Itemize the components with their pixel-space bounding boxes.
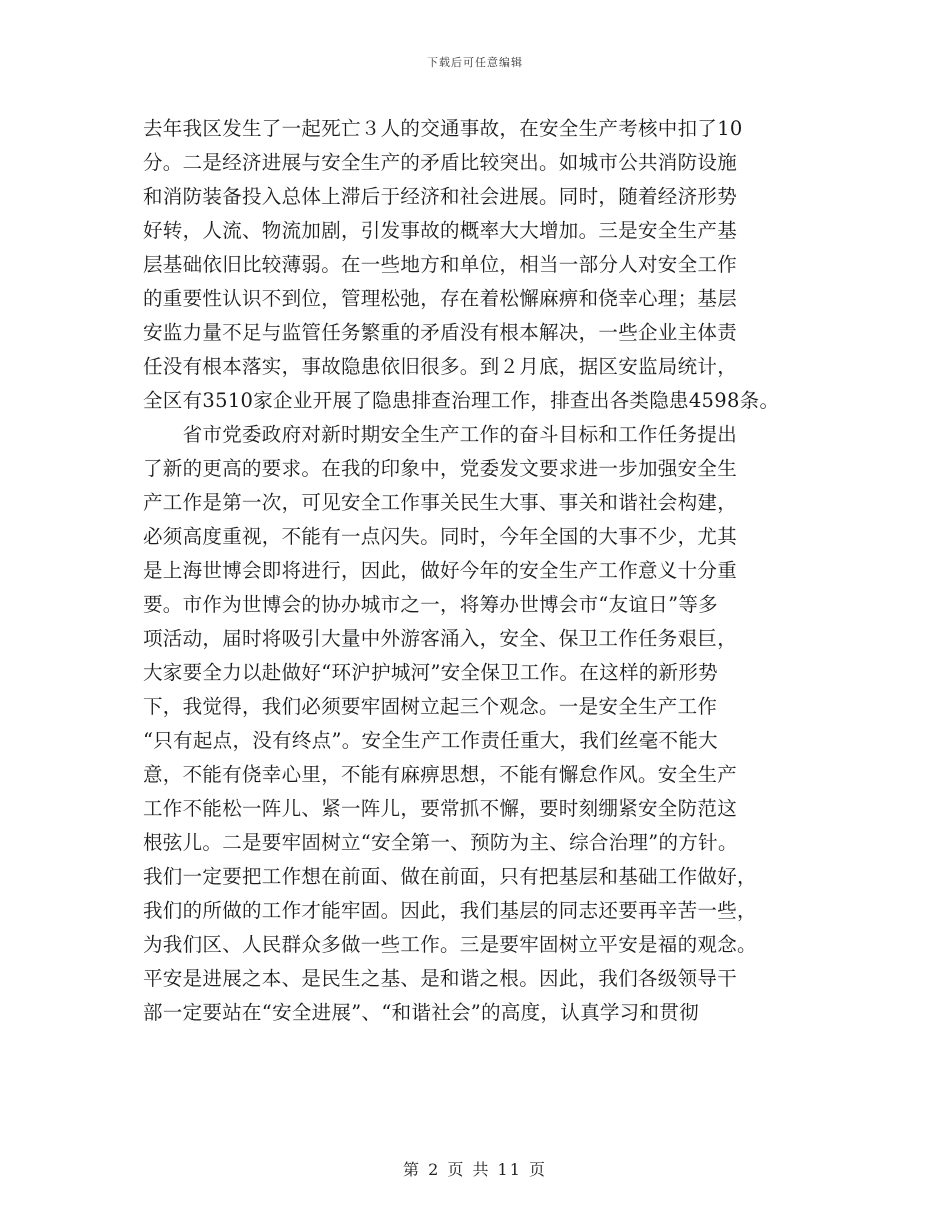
body-line: 我们一定要把工作想在前面、做在前面，只有把基层和基础工作做好， (143, 865, 757, 888)
page-header: 下载后可任意编辑 (427, 56, 523, 69)
body-line: 项活动，届时将吸引大量中外游客涌入，安全、保卫工作任务艰巨， (143, 627, 738, 650)
body-line: 根弦儿。二是要牢固树立“安全第一、预防为主、综合治理”的方针。 (143, 831, 738, 854)
body-line: 平安是进展之本、是民生之基、是和谐之根。因此，我们各级领导干 (143, 967, 738, 990)
body-line: 必须高度重视，不能有一点闪失。同时，今年全国的大事不少，尤其 (143, 525, 738, 548)
body-line: 部一定要站在“安全进展”、“和谐社会”的高度，认真学习和贯彻 (143, 1001, 699, 1024)
body-line: 大家要全力以赴做好“环沪护城河”安全保卫工作。在这样的新形势 (143, 661, 718, 684)
body-line: 安监力量不足与监管任务繁重的矛盾没有根本解决，一些企业主体责 (143, 321, 738, 344)
body-line: 和消防装备投入总体上滞后于经济和社会进展。同时，随着经济形势 (143, 185, 738, 208)
body-line: 意，不能有侥幸心里，不能有麻痹思想，不能有懈怠作风。安全生产 (143, 763, 738, 786)
body-line: 了新的更高的要求。在我的印象中，党委发文要求进一步加强安全生 (143, 457, 738, 480)
body-line: 分。二是经济进展与安全生产的矛盾比较突出。如城市公共消防设施 (143, 151, 738, 174)
document-body (143, 112, 833, 1030)
body-line: 工作不能松一阵儿、紧一阵儿，要常抓不懈，要时刻绷紧安全防范这 (143, 797, 738, 820)
body-line: 我们的所做的工作才能牢固。因此，我们基层的同志还要再辛苦一些， (143, 899, 757, 922)
body-line: 任没有根本落实，事故隐患依旧很多。到２月底，据区安监局统计， (143, 355, 738, 378)
body-line: “只有起点，没有终点”。安全生产工作责任重大，我们丝毫不能大 (143, 729, 718, 752)
body-line: 下，我觉得，我们必须要牢固树立起三个观念。一是安全生产工作 (143, 695, 718, 718)
body-line: 去年我区发生了一起死亡３人的交通事故，在安全生产考核中扣了10 (143, 117, 743, 140)
body-line: 层基础依旧比较薄弱。在一些地方和单位，相当一部分人对安全工作 (143, 253, 738, 276)
body-line: 要。市作为世博会的协办城市之一，将筹办世博会市“友谊日”等多 (143, 593, 718, 616)
body-line: 是上海世博会即将进行，因此，做好今年的安全生产工作意义十分重 (143, 559, 738, 582)
body-line: 省市党委政府对新时期安全生产工作的奋斗目标和工作任务提出 (143, 423, 738, 446)
body-line: 好转，人流、物流加剧，引发事故的概率大大增加。三是安全生产基 (143, 219, 738, 242)
body-line: 的重要性认识不到位，管理松弛，存在着松懈麻痹和侥幸心理；基层 (143, 287, 738, 310)
body-line: 全区有3510家企业开展了隐患排查治理工作，排查出各类隐患4598条。 (143, 389, 780, 412)
page-number: 第 2 页 共 11 页 (403, 1160, 547, 1179)
body-line: 产工作是第一次，可见安全工作事关民生大事、事关和谐社会构建， (143, 491, 738, 514)
body-line: 为我们区、人民群众多做一些工作。三是要牢固树立平安是福的观念。 (143, 933, 757, 956)
